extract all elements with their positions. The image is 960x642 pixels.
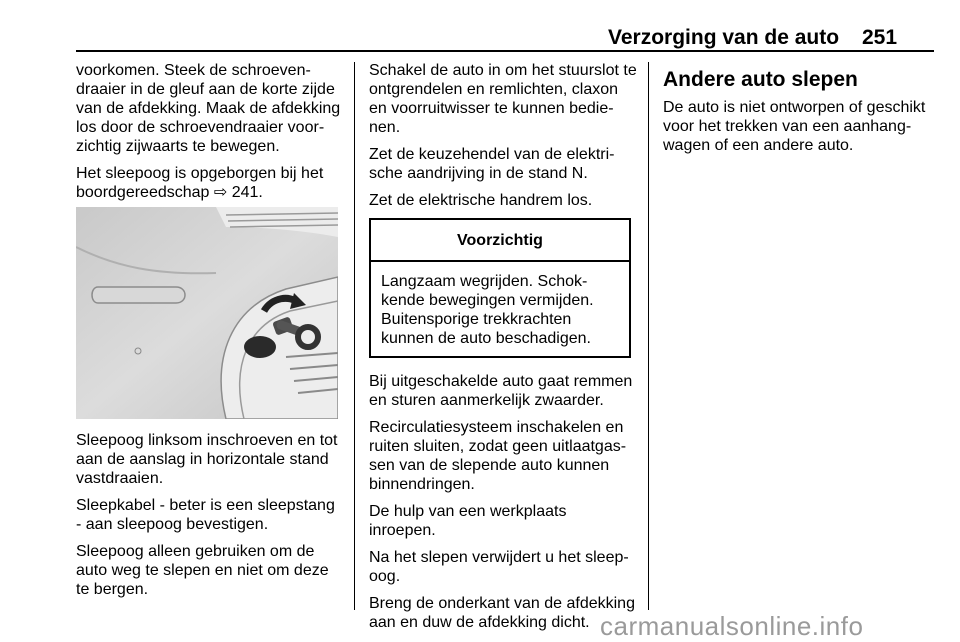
column-2: [369, 61, 637, 640]
paragraph: De hulp van een werkplaats inroepen.: [369, 503, 567, 539]
header-rule: [76, 50, 934, 52]
watermark: carmanualsonline.info: [600, 611, 864, 641]
bumper-tow-eye-image: [76, 207, 338, 419]
column-1: [76, 61, 344, 598]
column-divider-1: [354, 62, 355, 610]
paragraph: Bij uitgeschakelde auto gaat remmen en sturen aanmerkelijk zwaarder.: [369, 373, 633, 409]
paragraph: Sleepkabel - beter is een sleepstang - aan sleepoog bevestigen.: [76, 497, 335, 533]
caution-title: Voorzichtig: [371, 220, 629, 262]
column-3: [663, 68, 933, 163]
paragraph: voorkomen. Steek de schroevendraaier in de gleuf aan de korte zijde van de afdekking. Maak de afdekking los door de schroevendraaier voorzichtig zijwaarts te bewegen.: [76, 62, 341, 155]
paragraph: Schakel de auto in om het stuurslot te ontgrendelen en remlichten, claxon en voorruitwisser te kunnen bedienen.: [369, 62, 637, 136]
paragraph: De auto is niet ontworpen of geschikt voor het trekken van een aanhangwagen of een andere auto.: [663, 99, 926, 154]
paragraph: Sleepoog alleen gebruiken om de auto weg te slepen en niet om deze te bergen.: [76, 543, 329, 598]
column-divider-2: [648, 62, 649, 610]
paragraph: Het sleepoog is opgeborgen bij het boordgereedschap ⇨ 241.: [76, 165, 324, 201]
paragraph: Zet de elektrische handrem los.: [369, 192, 593, 209]
paragraph: Recirculatiesysteem inschakelen en ruiten sluiten, zodat geen uitlaatgassen van de slepende auto kunnen binnendringen.: [369, 419, 627, 493]
section-heading: Andere auto slepen: [663, 68, 858, 91]
paragraph: Breng de onderkant van de afdekking aan en duw de afdekking dicht.: [369, 595, 635, 631]
towing-eye-illustration: [76, 207, 338, 419]
paragraph: Na het slepen verwijdert u het sleepoog.: [369, 549, 629, 585]
running-header-title: Verzorging van de auto: [608, 26, 840, 49]
paragraph: Zet de keuzehendel van de elektrische aandrijving in de stand N.: [369, 146, 615, 182]
column-1-lower: [76, 431, 344, 607]
caution-box: [369, 218, 631, 358]
page-number: 251: [862, 26, 898, 49]
paragraph: Sleepoog linksom inschroeven en tot aan de aanslag in horizontale stand vastdraaien.: [76, 432, 338, 487]
caution-text: Langzaam wegrijden. Schokkende bewegingen vermijden. Buitensporige trekkrachten kunnen de auto beschadigen.: [381, 273, 594, 347]
